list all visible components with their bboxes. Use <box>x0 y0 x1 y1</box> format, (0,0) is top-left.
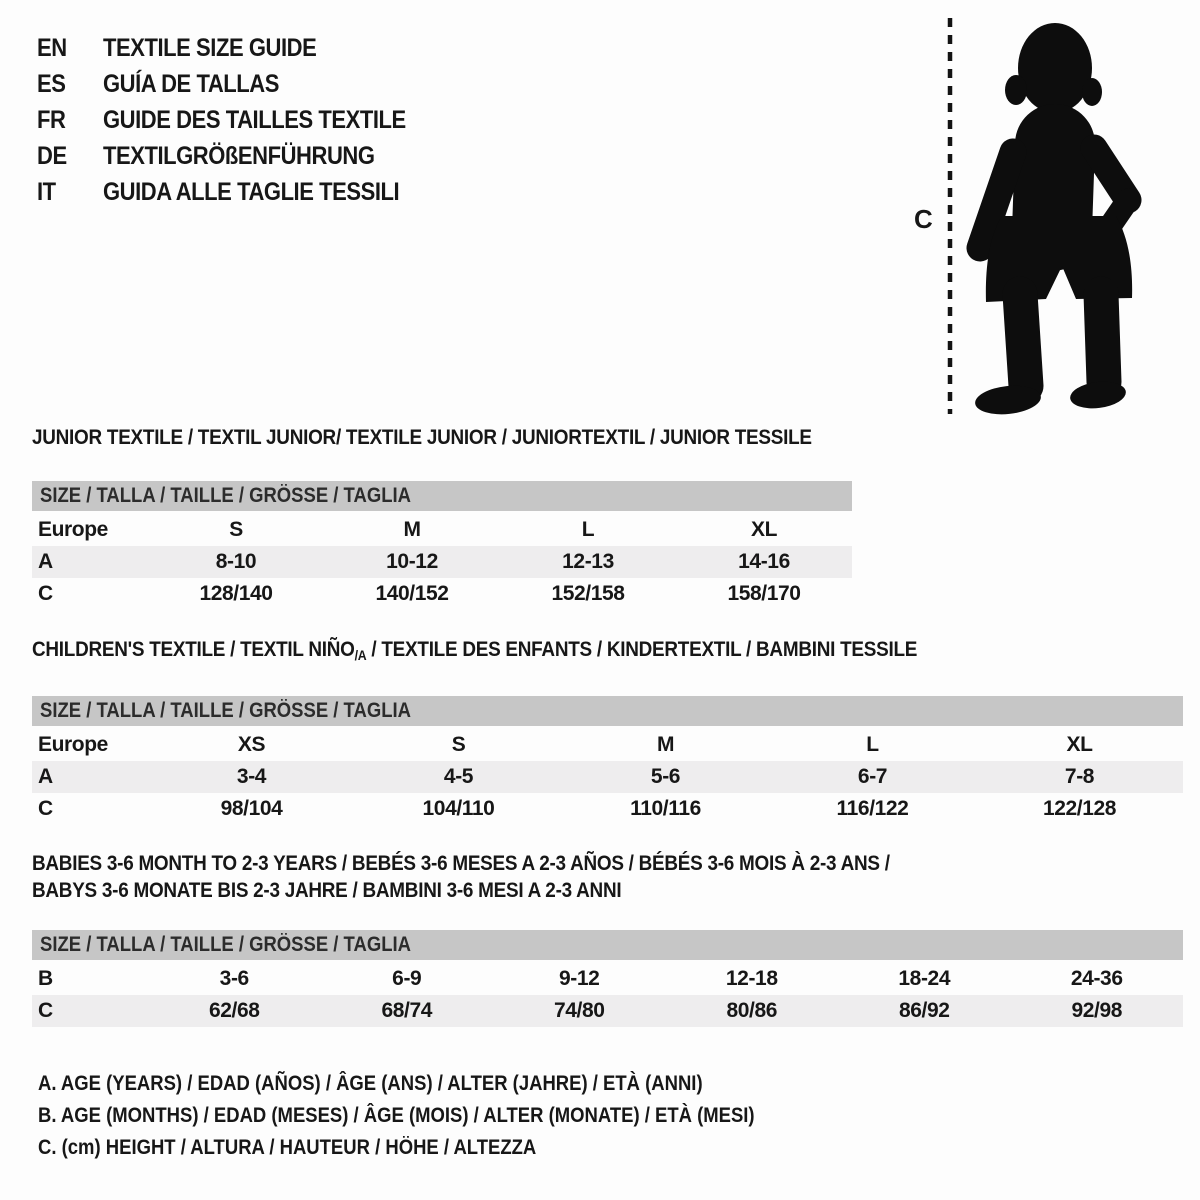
row-label: Europe <box>38 518 108 541</box>
language-code-text: FR <box>37 106 66 134</box>
legend-line-b <box>38 1100 852 1132</box>
row-label: A <box>38 550 53 573</box>
row-label: Europe <box>38 733 108 756</box>
table-cell: 18-24 <box>898 967 951 990</box>
legend-line-c-text: C. (cm) HEIGHT / ALTURA / HAUTEUR / HÖHE / ALTEZZA <box>38 1136 537 1159</box>
table-cell: 152/158 <box>551 582 625 605</box>
table-cell: 74/80 <box>553 999 605 1022</box>
table-cell: 4-5 <box>443 765 474 788</box>
table-cell: 140/152 <box>375 582 449 605</box>
language-label <box>103 30 345 66</box>
section-title-text <box>32 636 917 669</box>
table-cell: 98/104 <box>220 797 283 820</box>
table-cell: 68/74 <box>381 999 433 1022</box>
table-cell: XL <box>750 518 778 541</box>
language-code-text: DE <box>37 142 67 170</box>
table-cell: 7-8 <box>1064 765 1095 788</box>
size-header-text: SIZE / TALLA / TAILLE / GRÖSSE / TAGLIA <box>40 484 411 507</box>
section-title-text: JUNIOR TEXTILE / TEXTIL JUNIOR/ TEXTILE JUNIOR / JUNIORTEXTIL / JUNIOR TESSILE <box>32 425 812 449</box>
language-list <box>37 30 447 210</box>
table-cell: XS <box>237 733 266 756</box>
table-cell: 8-10 <box>215 550 257 573</box>
language-label-text: TEXTILGRÖßENFÜHRUNG <box>103 142 375 170</box>
section-title-subscript: /A <box>354 647 367 663</box>
table-row-age <box>32 761 1183 793</box>
section-title-post: / TEXTILE DES ENFANTS / KINDERTEXTIL / BAMBINI TESSILE <box>366 637 918 661</box>
table-cell: 62/68 <box>208 999 260 1022</box>
table-cell: 3-6 <box>219 967 249 990</box>
language-label <box>103 174 440 210</box>
size-header-text: SIZE / TALLA / TAILLE / GRÖSSE / TAGLIA <box>40 933 411 956</box>
table-cell: 92/98 <box>1071 999 1123 1022</box>
row-label: C <box>38 582 53 605</box>
table-cell: 80/86 <box>726 999 778 1022</box>
language-code <box>37 174 103 210</box>
language-code-text: EN <box>37 34 67 62</box>
section-babies-textile <box>32 850 1183 1027</box>
row-label: C <box>38 999 53 1022</box>
legend-line-a-text: A. AGE (YEARS) / EDAD (AÑOS) / ÂGE (ANS) / ALTER (JAHRE) / ETÀ (ANNI) <box>38 1072 703 1095</box>
table-cell: 6-9 <box>392 967 422 990</box>
table-row-europe <box>32 729 1183 761</box>
row-label: B <box>38 967 53 990</box>
language-label-text: GUÍA DE TALLAS <box>103 70 279 98</box>
language-code <box>37 138 103 174</box>
table-cell: 12-18 <box>725 967 778 990</box>
table-row-height <box>32 793 1183 825</box>
table-cell: 110/116 <box>630 797 701 820</box>
legend <box>38 1068 852 1164</box>
section-title <box>32 424 852 451</box>
section-children-textile <box>32 636 1183 825</box>
table-cell: 116/122 <box>836 797 909 820</box>
language-label-text: GUIDA ALLE TAGLIE TESSILI <box>103 178 400 206</box>
language-code-text: ES <box>37 70 66 98</box>
table-cell: 10-12 <box>386 550 438 573</box>
table-row-age-months <box>32 963 1183 995</box>
table-row-height <box>32 578 852 610</box>
language-row-en <box>37 30 447 66</box>
language-label <box>103 66 303 102</box>
table-row-europe <box>32 514 852 546</box>
language-row-fr <box>37 102 447 138</box>
table-cell: S <box>229 518 243 541</box>
row-label: C <box>38 797 53 820</box>
language-code-text: IT <box>37 178 56 206</box>
table-cell: 5-6 <box>650 765 681 788</box>
language-row-de <box>37 138 447 174</box>
language-label <box>103 102 447 138</box>
table-cell: 122/128 <box>1042 797 1117 820</box>
table-cell: XL <box>1066 733 1093 756</box>
table-cell: M <box>656 733 675 756</box>
section-junior-textile <box>32 424 852 610</box>
height-measure-label: C <box>914 204 933 234</box>
baby-silhouette-icon <box>936 6 1152 418</box>
table-cell: 24-36 <box>1070 967 1123 990</box>
table-cell: 3-4 <box>236 765 267 788</box>
language-code <box>37 102 103 138</box>
table-row-age <box>32 546 852 578</box>
section-title-pre: CHILDREN'S TEXTILE / TEXTIL NIÑO <box>32 637 355 661</box>
language-code <box>37 30 103 66</box>
language-row-it <box>37 174 447 210</box>
table-cell: L <box>866 733 879 756</box>
section-title-text: BABIES 3-6 MONTH TO 2-3 YEARS / BEBÉS 3-6 MESES A 2-3 AÑOS / BÉBÉS 3-6 MOIS À 2-3 ANS / <box>32 851 890 875</box>
table-cell: 12-13 <box>562 550 614 573</box>
table-cell: S <box>451 733 466 756</box>
size-header-bar <box>32 696 1183 726</box>
figure-height-measure <box>900 6 1160 422</box>
size-header-text: SIZE / TALLA / TAILLE / GRÖSSE / TAGLIA <box>40 699 411 722</box>
legend-line-b-text: B. AGE (MONTHS) / EDAD (MESES) / ÂGE (MOIS) / ALTER (MONATE) / ETÀ (MESI) <box>38 1104 755 1127</box>
legend-line-c <box>38 1132 852 1164</box>
size-header-bar <box>32 481 852 511</box>
table-cell: M <box>403 518 421 541</box>
language-label-text: TEXTILE SIZE GUIDE <box>103 34 317 62</box>
table-cell: L <box>581 518 595 541</box>
section-title-text2: BABYS 3-6 MONATE BIS 2-3 JAHRE / BAMBINI 3-6 MESI A 2-3 ANNI <box>32 878 622 902</box>
table-cell: 128/140 <box>199 582 273 605</box>
table-cell: 6-7 <box>857 765 888 788</box>
size-header-bar <box>32 930 1183 960</box>
language-label <box>103 138 412 174</box>
section-title-line2 <box>32 877 1183 904</box>
table-cell: 9-12 <box>559 967 600 990</box>
row-label: A <box>38 765 53 788</box>
table-cell: 158/170 <box>727 582 801 605</box>
language-row-es <box>37 66 447 102</box>
table-cell: 14-16 <box>738 550 790 573</box>
section-title <box>32 850 1183 877</box>
table-row-height <box>32 995 1183 1027</box>
legend-line-a <box>38 1068 852 1100</box>
language-code <box>37 66 103 102</box>
language-label-text: GUIDE DES TAILLES TEXTILE <box>103 106 406 134</box>
table-cell: 86/92 <box>898 999 950 1022</box>
table-cell: 104/110 <box>422 797 495 820</box>
section-title <box>32 636 1183 669</box>
toddler-silhouette-shape <box>974 23 1132 417</box>
